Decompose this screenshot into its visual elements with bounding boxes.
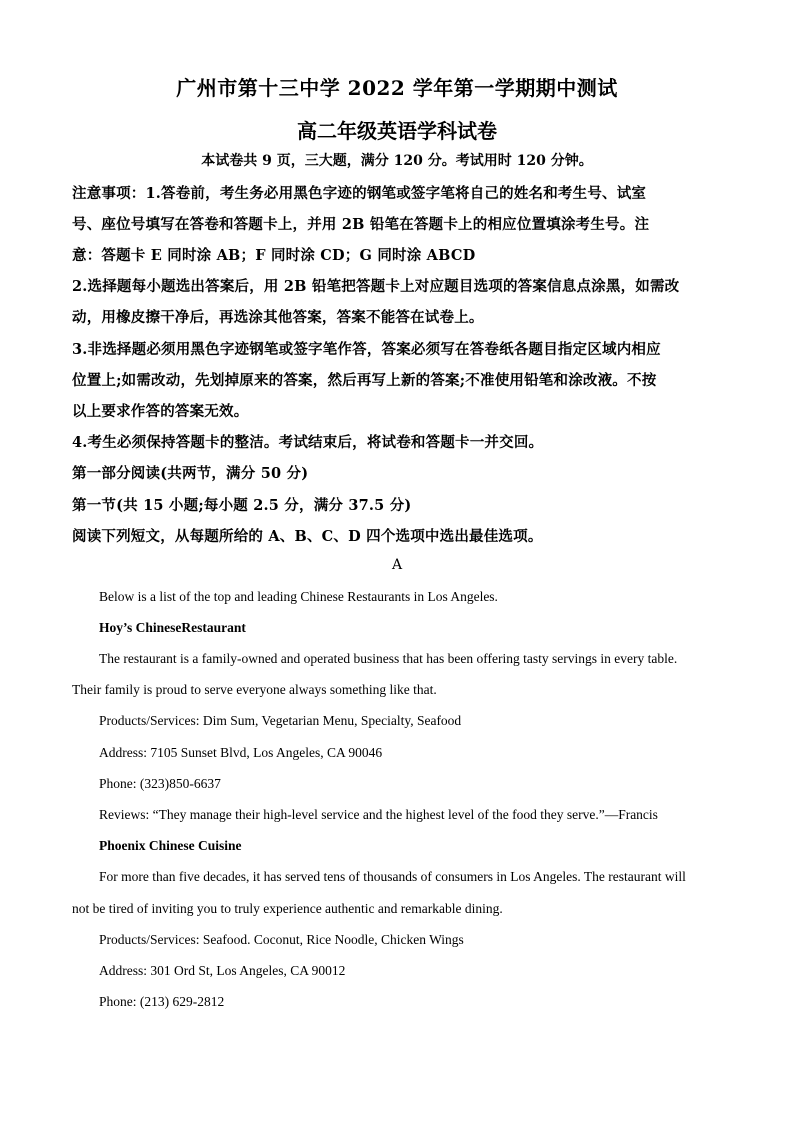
restaurant-1-reviews: Reviews: “They manage their high-level service and the highest level of the food they serve.”—Francis bbox=[99, 807, 658, 822]
restaurant-1-name: Hoy’s ChineseRestaurant bbox=[99, 620, 246, 635]
restaurant-2-desc-line-2: not be tired of inviting you to truly experience authentic and remarkable dining. bbox=[72, 901, 503, 916]
restaurant-1-desc-line-1: The restaurant is a family-owned and operated business that has been offering tasty servings in every table. bbox=[99, 651, 678, 666]
restaurant-1-products: Products/Services: Dim Sum, Vegetarian Menu, Specialty, Seafood bbox=[99, 713, 462, 728]
notes-line-6: 3.非选择题必须用黑色字迹钢笔或签字笔作答，答案必须写在答卷纸各题目指定区域内相应 bbox=[72, 341, 661, 358]
restaurant-2-name: Phoenix Chinese Cuisine bbox=[99, 838, 242, 853]
exam-info: 本试卷共 9 页，三大题，满分 120 分。考试用时 120 分钟。 bbox=[201, 153, 593, 169]
exam-title: 广州市第十三中学 2022 学年第一学期期中测试 bbox=[176, 76, 618, 100]
notes-line-9: 4.考生必须保持答题卡的整洁。考试结束后，将试卷和答题卡一并交回。 bbox=[72, 434, 544, 451]
notes-line-7: 位置上;如需改动，先划掉原来的答案，然后再写上新的答案;不准使用铅笔和涂改液。不按 bbox=[72, 372, 657, 389]
exam-subtitle: 高二年级英语学科试卷 bbox=[297, 119, 497, 143]
section-heading: 第一节(共 15 小题;每小题 2.5 分，满分 37.5 分) bbox=[72, 497, 412, 514]
passage-intro: Below is a list of the top and leading Chinese Restaurants in Los Angeles. bbox=[99, 589, 498, 604]
passage-label: A bbox=[391, 557, 403, 573]
notes-line-8: 以上要求作答的答案无效。 bbox=[72, 403, 249, 420]
restaurant-2-desc-line-1: For more than five decades, it has served tens of thousands of consumers in Los Angeles. The restaurant will bbox=[99, 869, 686, 884]
restaurant-2-products: Products/Services: Seafood. Coconut, Rice Noodle, Chicken Wings bbox=[99, 932, 464, 947]
notes-line-2: 号、座位号填写在答卷和答题卡上，并用 2B 铅笔在答题卡上的相应位置填涂考生号。注 bbox=[72, 216, 650, 233]
restaurant-1-address: Address: 7105 Sunset Blvd, Los Angeles, CA 90046 bbox=[99, 745, 383, 760]
restaurant-1-phone: Phone: (323)850-6637 bbox=[99, 776, 221, 791]
reading-instruction: 阅读下列短文，从每题所给的 A、B、C、D 四个选项中选出最佳选项。 bbox=[72, 528, 543, 545]
restaurant-1-desc-line-2: Their family is proud to serve everyone always something like that. bbox=[72, 682, 437, 697]
part-heading: 第一部分阅读(共两节，满分 50 分) bbox=[72, 465, 309, 482]
restaurant-2-phone: Phone: (213) 629-2812 bbox=[99, 994, 225, 1009]
notes-line-4: 2.选择题每小题选出答案后，用 2B 铅笔把答题卡上对应题目选项的答案信息点涂黑，如需改 bbox=[72, 278, 680, 295]
restaurant-2-address: Address: 301 Ord St, Los Angeles, CA 90012 bbox=[99, 963, 346, 978]
notes-line-1: 注意事项：1.答卷前，考生务必用黑色字迹的钢笔或签字笔将自己的姓名和考生号、试室 bbox=[72, 185, 647, 202]
notes-line-5: 动，用橡皮擦干净后，再选涂其他答案，答案不能答在试卷上。 bbox=[72, 309, 484, 326]
notes-line-3: 意：答题卡 E 同时涂 AB；F 同时涂 CD；G 同时涂 ABCD bbox=[72, 247, 476, 264]
